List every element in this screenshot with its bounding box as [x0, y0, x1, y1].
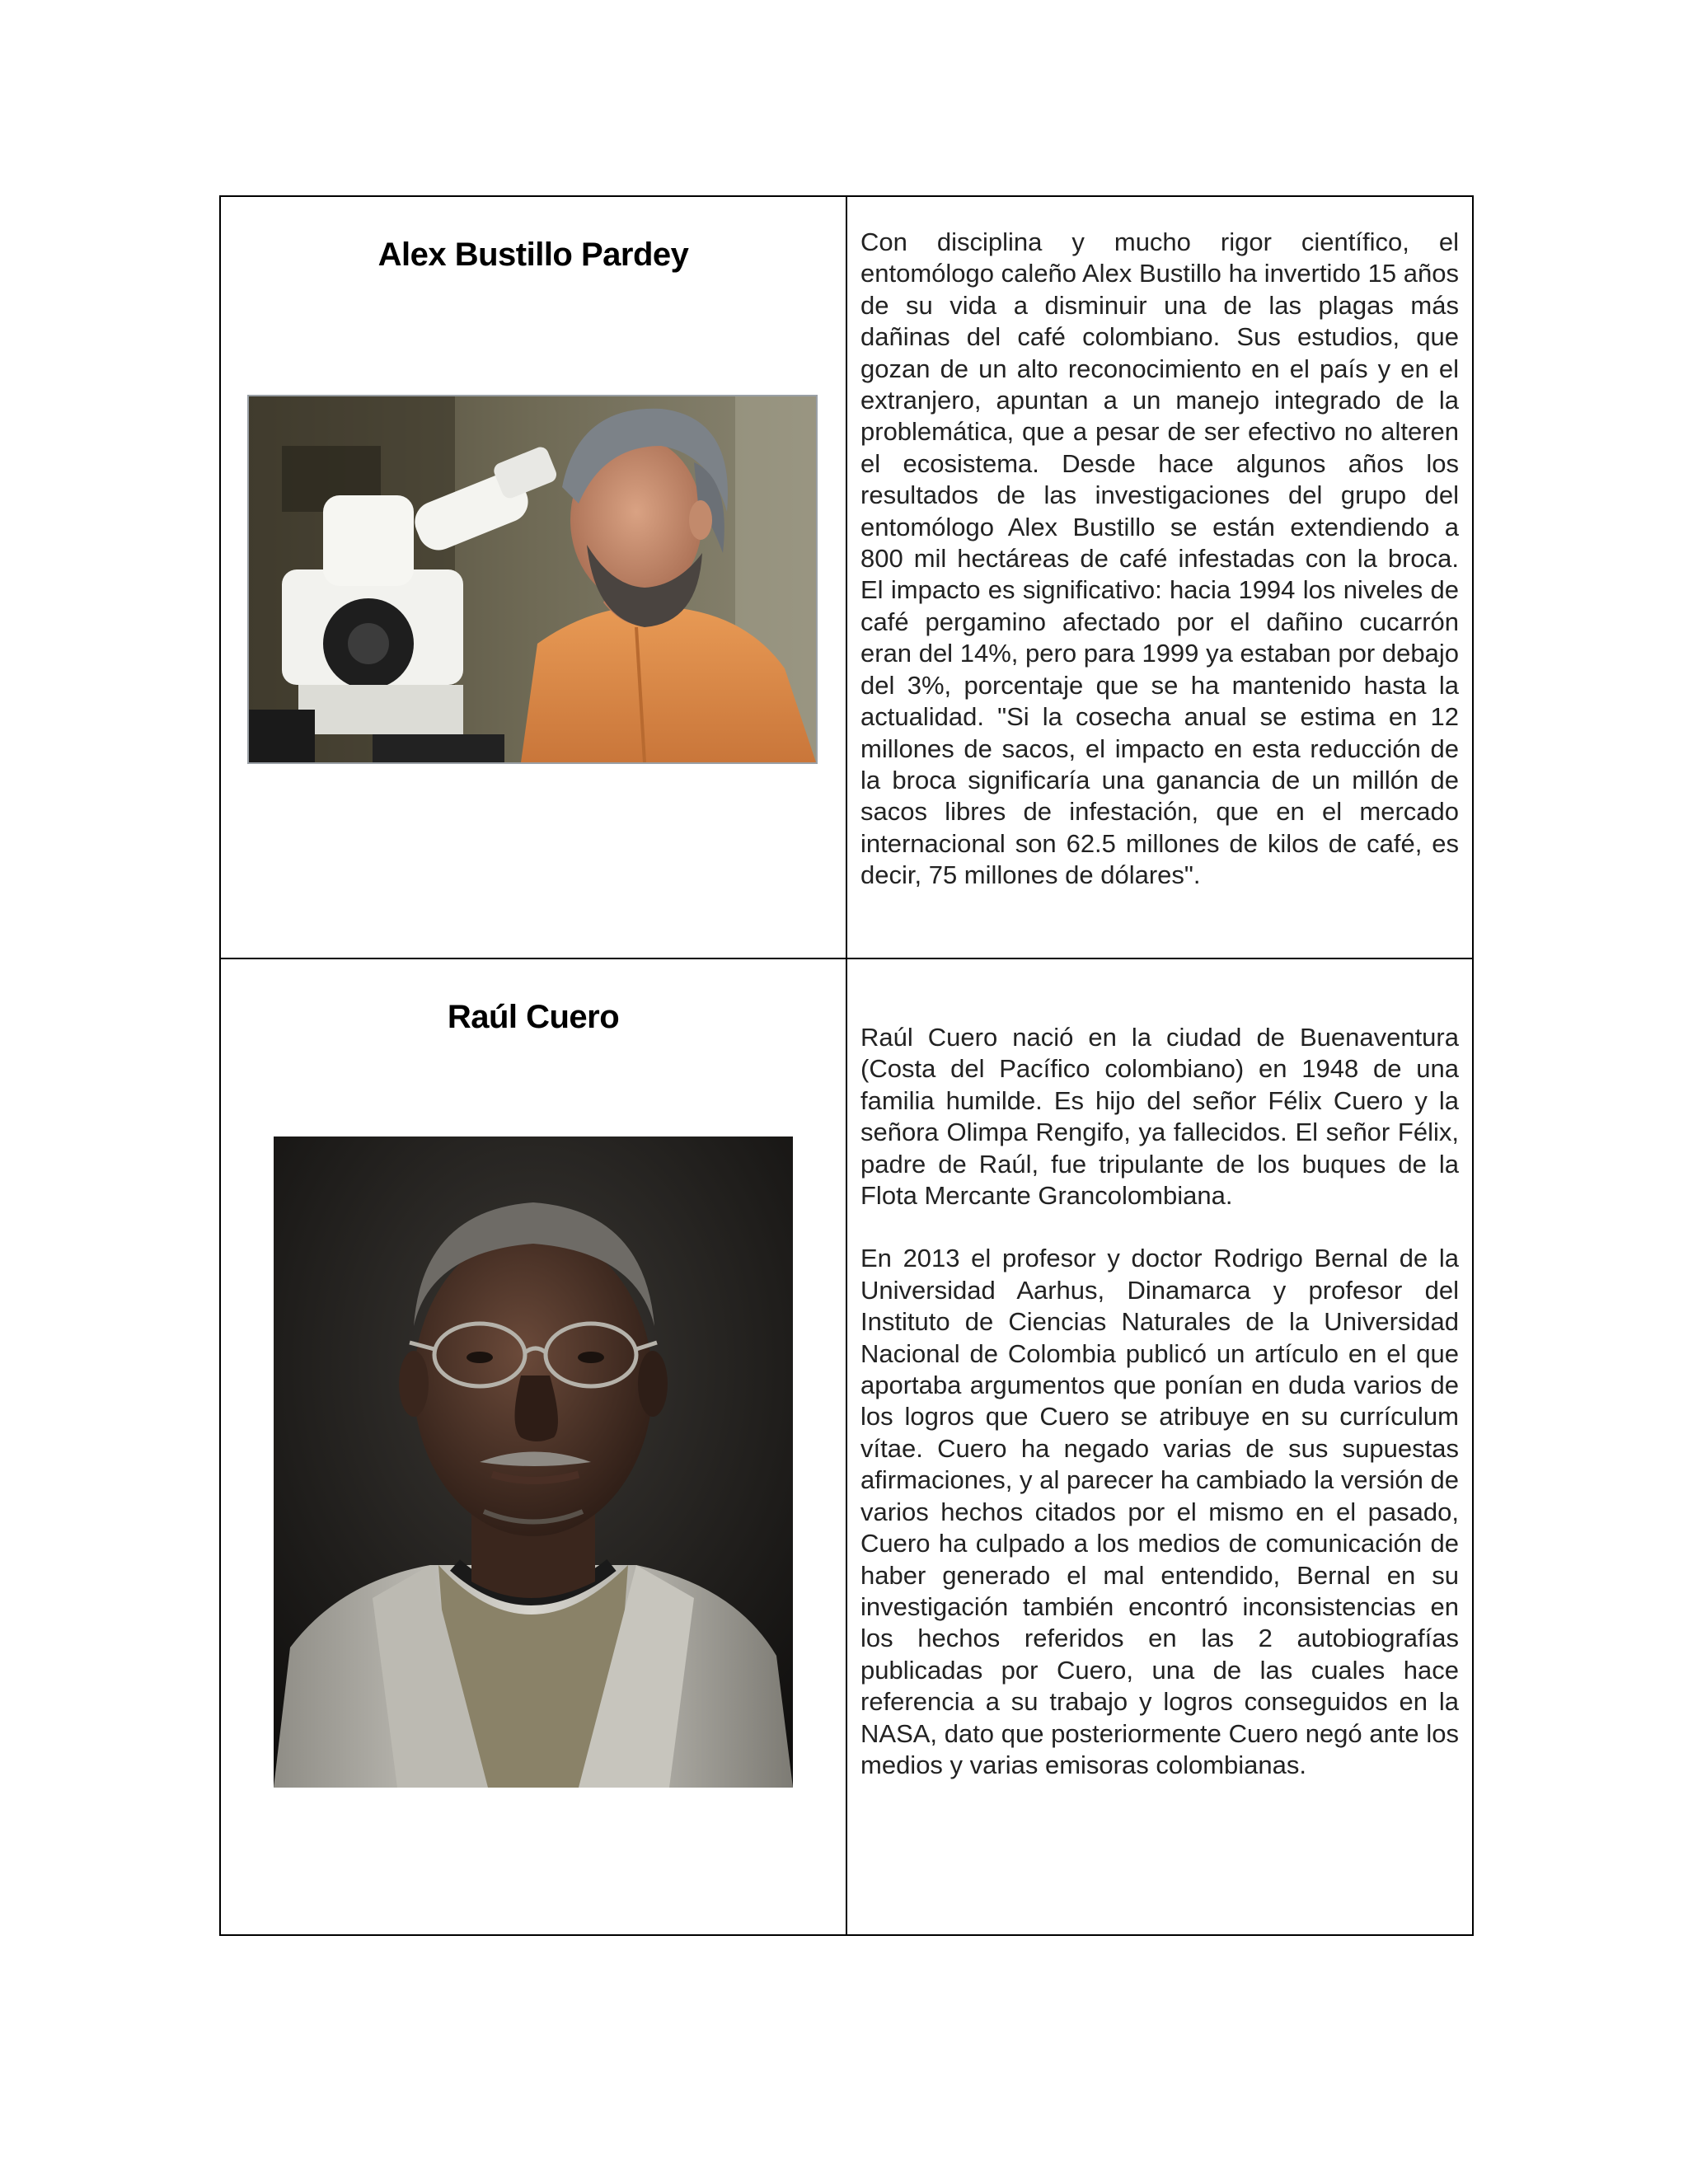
bio-paragraph: Raúl Cuero nació en la ciudad de Buenaventura (Costa del Pacífico colombiano) en 1948 de una familia humilde. Es hijo del señor Félix Cuero y la señora Olimpa Rengifo, ya fallecidos. El señor Félix, padre de Raúl, fue tripulante de los buques de la Flota Mercante Grancolombiana. — [860, 1023, 1459, 1211]
scientist-with-microscope-photo — [247, 395, 818, 764]
person-cell-raul-cuero — [220, 958, 846, 1935]
person-name: Raúl Cuero — [447, 999, 620, 1035]
table-row — [220, 196, 1473, 958]
bio-cell-raul-cuero — [846, 958, 1473, 1935]
bio-paragraph: Con disciplina y mucho rigor científico, el entomólogo caleño Alex Bustillo ha invertido 15 años de su vida a disminuir una de las plagas más dañinas del café colombiano. Sus estudios, que gozan de un alto reconocimiento en el país y en el extranjero, apuntan a un manejo integrado de la problemática, que a pesar de ser efectivo no alteren el ecosistema. Desde hace algunos años los resultados de las investigaciones del grupo del entomólogo Alex Bustillo se están extendiendo a 800 mil hectáreas de café infestadas con la broca. El impacto es significativo: hacia 1994 los niveles de café pergamino afectado por el dañino cucarrón eran del 14%, pero para 1999 ya estaban por debajo del 3%, porcentaje que se ha mantenido hasta la actualidad. "Si la cosecha anual se estima en 12 millones de sacos, el impacto en esta reducción de la broca significaría una ganancia de un millón de sacos libres de infestación, que en el mercado internacional son 62.5 millones de kilos de café, es decir, 75 millones de dólares". — [860, 227, 1459, 890]
bio-cell-alex-bustillo — [846, 196, 1473, 958]
person-cell-alex-bustillo — [220, 196, 846, 958]
table-row — [220, 958, 1473, 1935]
biography-table — [219, 195, 1474, 1936]
portrait-photo — [274, 1137, 793, 1788]
person-name: Alex Bustillo Pardey — [377, 237, 689, 273]
bio-paragraph: En 2013 el profesor y doctor Rodrigo Bernal de la Universidad Aarhus, Dinamarca y profesor del Instituto de Ciencias Naturales de la Universidad Nacional de Colombia publicó un artículo en el que aportaba argumentos que ponían en duda varios de los logros que Cuero se atribuye en su currículum vítae. Cuero ha negado varias de sus supuestas afirmaciones, y al parecer ha cambiado la versión de varios hechos citados por el mismo en el pasado, Cuero ha culpado a los medios de comunicación de haber generado el mal entendido, Bernal en su investigación también encontró inconsistencias en los hechos referidos en las 2 autobiografías publicadas por Cuero, una de las cuales hace referencia a su trabajo y logros conseguidos en la NASA, dato que posteriormente Cuero negó ante los medios y varias emisoras colombianas. — [860, 1244, 1459, 1779]
